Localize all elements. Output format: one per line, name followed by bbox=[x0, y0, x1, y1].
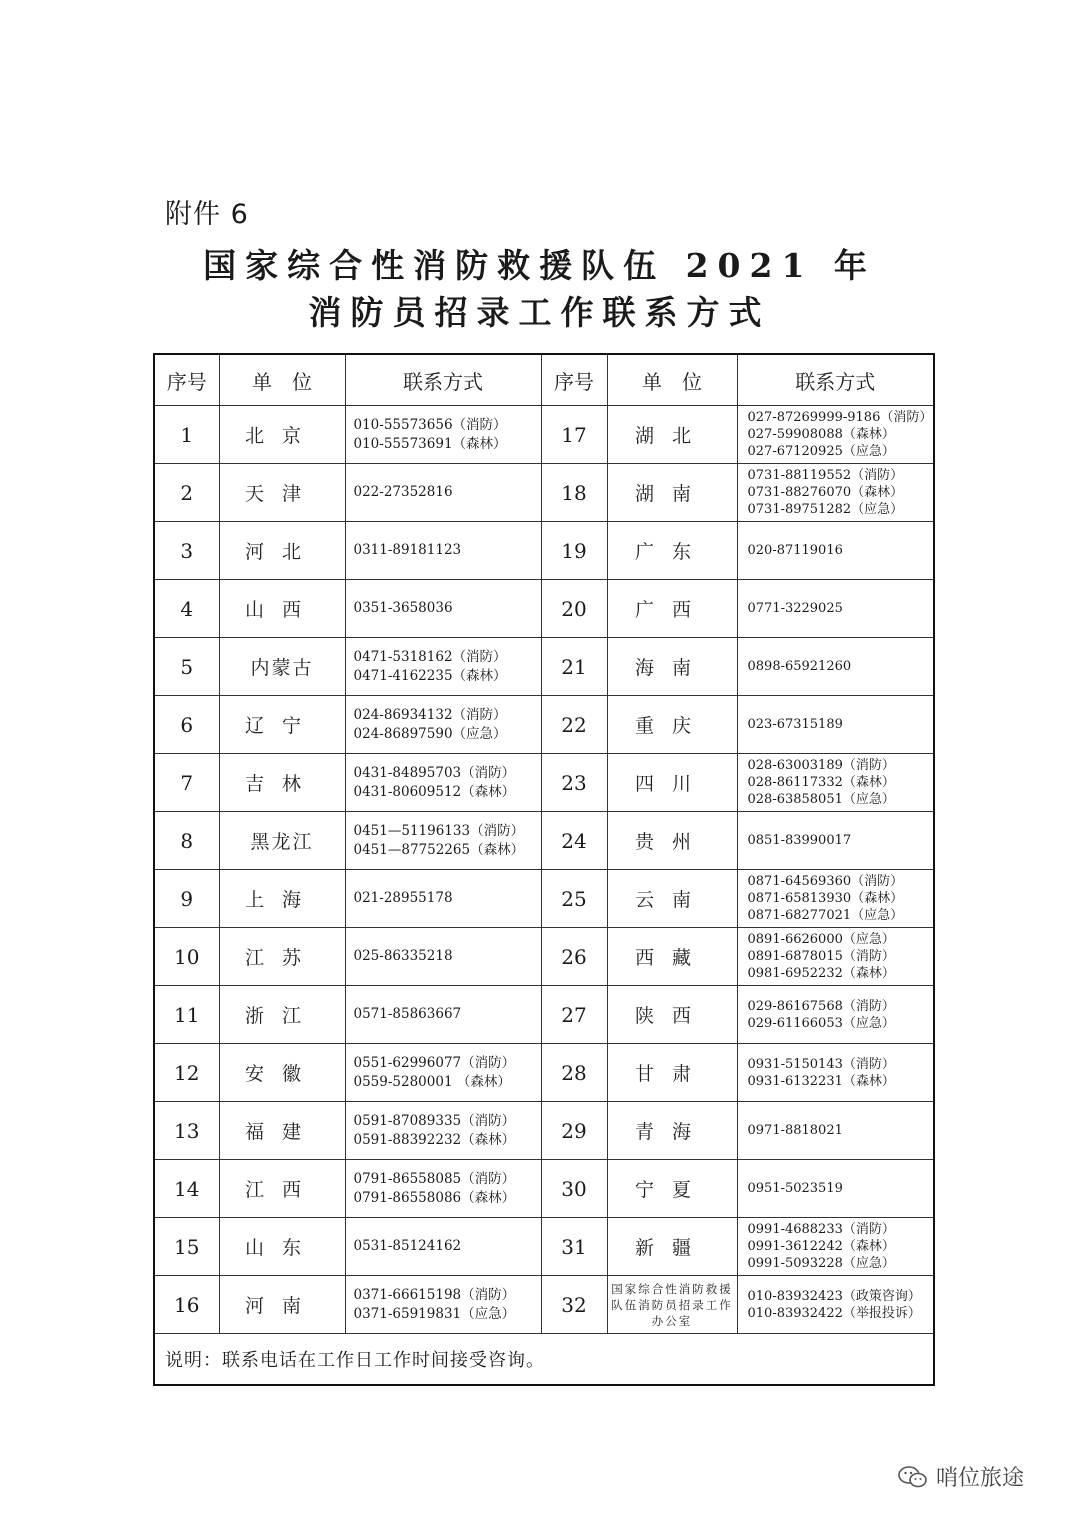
contact-cell-right bbox=[737, 1276, 934, 1334]
row-number-right: 31 bbox=[541, 1218, 607, 1276]
row-number: 4 bbox=[154, 580, 219, 638]
contact-cell-right bbox=[737, 1102, 934, 1160]
table-row bbox=[154, 522, 934, 580]
unit-name: 内蒙古 bbox=[219, 638, 345, 696]
table-row bbox=[154, 1276, 934, 1334]
contact-line: 010-55573656（消防） bbox=[353, 416, 507, 433]
row-number: 14 bbox=[154, 1160, 219, 1218]
unit-name-right: 重庆 bbox=[607, 696, 737, 754]
contact-cell-right bbox=[737, 406, 934, 464]
contact-cell bbox=[345, 1218, 541, 1276]
unit-name: 山西 bbox=[219, 580, 345, 638]
unit-name: 北京 bbox=[219, 406, 345, 464]
contact-line: 0451—87752265（森林） bbox=[353, 841, 525, 858]
document-title-line1: 国家综合性消防救援队伍 2021 年 bbox=[203, 246, 876, 285]
table-row bbox=[154, 754, 934, 812]
document-title-line2: 消防员招录工作联系方式 bbox=[308, 293, 771, 332]
contact-line: 025-86335218 bbox=[353, 948, 453, 964]
contact-cell-right bbox=[737, 1218, 934, 1276]
contact-line: 0471-5318162（消防） bbox=[353, 648, 507, 665]
contact-line: 024-86897590（应急） bbox=[353, 725, 507, 742]
contact-line: 0951-5023519 bbox=[747, 1181, 843, 1196]
unit-name: 江西 bbox=[219, 1160, 345, 1218]
row-number: 16 bbox=[154, 1276, 219, 1334]
row-number-right: 19 bbox=[541, 522, 607, 580]
contact-line: 0451—51196133（消防） bbox=[353, 822, 525, 839]
contact-cell bbox=[345, 1044, 541, 1102]
contact-line: 0731-89751282（应急） bbox=[747, 502, 904, 517]
contact-line: 029-61166053（应急） bbox=[747, 1015, 895, 1031]
unit-name-right: 甘肃 bbox=[607, 1044, 737, 1102]
row-number: 5 bbox=[154, 638, 219, 696]
contact-line: 0871-68277021（应急） bbox=[747, 908, 904, 923]
row-number: 1 bbox=[154, 406, 219, 464]
table-row bbox=[154, 464, 934, 522]
unit-name: 吉林 bbox=[219, 754, 345, 812]
contact-line: 029-86167568（消防） bbox=[747, 998, 895, 1014]
row-number: 12 bbox=[154, 1044, 219, 1102]
table-row bbox=[154, 1160, 934, 1218]
unit-name-right: 贵州 bbox=[607, 812, 737, 870]
contact-line: 0731-88119552（消防） bbox=[747, 468, 904, 483]
table-row bbox=[154, 638, 934, 696]
unit-name-right: 广东 bbox=[607, 522, 737, 580]
unit-name-right: 海南 bbox=[607, 638, 737, 696]
contact-line: 010-55573691（森林） bbox=[353, 435, 507, 452]
table-row bbox=[154, 812, 934, 870]
row-number-right: 28 bbox=[541, 1044, 607, 1102]
contact-cell-right bbox=[737, 812, 934, 870]
contact-cell-right bbox=[737, 580, 934, 638]
row-number-right: 25 bbox=[541, 870, 607, 928]
contact-line: 023-67315189 bbox=[747, 717, 843, 732]
contact-line: 010-83932422（举报投诉） bbox=[747, 1305, 921, 1321]
contact-line: 020-87119016 bbox=[747, 543, 843, 558]
row-number: 15 bbox=[154, 1218, 219, 1276]
contact-line: 0559-5280001 （森林） bbox=[353, 1073, 511, 1090]
unit-name-right: 湖北 bbox=[607, 406, 737, 464]
unit-name-right: 国家综合性消防救援队伍消防员招录工作办公室 bbox=[607, 1276, 737, 1334]
watermark bbox=[898, 1461, 1024, 1492]
contact-cell-right bbox=[737, 696, 934, 754]
contact-line: 024-86934132（消防） bbox=[353, 706, 507, 723]
row-number-right: 29 bbox=[541, 1102, 607, 1160]
contact-line: 0351-3658036 bbox=[353, 600, 453, 616]
contact-cell bbox=[345, 406, 541, 464]
row-number: 10 bbox=[154, 928, 219, 986]
table-row bbox=[154, 696, 934, 754]
contact-line: 021-28955178 bbox=[353, 890, 453, 906]
contact-line: 010-83932423（政策咨询） bbox=[747, 1288, 921, 1304]
contact-line: 0431-84895703（消防） bbox=[353, 764, 516, 781]
contact-line: 0731-88276070（森林） bbox=[747, 485, 904, 500]
contact-line: 0871-65813930（森林） bbox=[747, 891, 904, 906]
contact-line: 0311-89181123 bbox=[353, 542, 462, 558]
table-row bbox=[154, 986, 934, 1044]
header-no: 序号 bbox=[154, 354, 219, 406]
unit-name: 福建 bbox=[219, 1102, 345, 1160]
row-number: 11 bbox=[154, 986, 219, 1044]
row-number-right: 22 bbox=[541, 696, 607, 754]
table-note: 说明：联系电话在工作日工作时间接受咨询。 bbox=[154, 1334, 934, 1386]
wechat-icon bbox=[898, 1465, 928, 1489]
contact-cell bbox=[345, 870, 541, 928]
row-number: 2 bbox=[154, 464, 219, 522]
contact-line: 0791-86558085（消防） bbox=[353, 1170, 516, 1187]
unit-name: 辽宁 bbox=[219, 696, 345, 754]
contact-cell-right bbox=[737, 870, 934, 928]
unit-name-right: 西藏 bbox=[607, 928, 737, 986]
row-number-right: 18 bbox=[541, 464, 607, 522]
row-number-right: 20 bbox=[541, 580, 607, 638]
unit-name-right: 广西 bbox=[607, 580, 737, 638]
contact-line: 0971-8818021 bbox=[747, 1123, 843, 1138]
contact-line: 0991-3612242（森林） bbox=[747, 1239, 895, 1254]
unit-name: 黑龙江 bbox=[219, 812, 345, 870]
unit-name-right: 新疆 bbox=[607, 1218, 737, 1276]
row-number-right: 30 bbox=[541, 1160, 607, 1218]
contact-cell-right bbox=[737, 986, 934, 1044]
contact-table bbox=[153, 353, 935, 1386]
annex-label: 附件 6 bbox=[165, 199, 249, 230]
unit-name: 上海 bbox=[219, 870, 345, 928]
contact-line: 0591-87089335（消防） bbox=[353, 1112, 516, 1129]
contact-line: 0891-6878015（消防） bbox=[747, 949, 895, 964]
contact-cell bbox=[345, 580, 541, 638]
contact-cell-right bbox=[737, 464, 934, 522]
row-number: 9 bbox=[154, 870, 219, 928]
contact-cell bbox=[345, 754, 541, 812]
contact-line: 0551-62996077（消防） bbox=[353, 1054, 516, 1071]
table-row bbox=[154, 1044, 934, 1102]
contact-line: 0931-6132231（森林） bbox=[747, 1073, 895, 1089]
unit-name-right: 宁夏 bbox=[607, 1160, 737, 1218]
unit-name: 河南 bbox=[219, 1276, 345, 1334]
contact-line: 0591-88392232（森林） bbox=[353, 1131, 516, 1148]
contact-line: 0571-85863667 bbox=[353, 1006, 462, 1022]
contact-line: 0991-4688233（消防） bbox=[747, 1222, 895, 1237]
contact-line: 027-59908088（森林） bbox=[747, 427, 895, 442]
contact-line: 0851-83990017 bbox=[747, 833, 852, 848]
contact-cell bbox=[345, 1160, 541, 1218]
table-header-row bbox=[154, 354, 934, 406]
contact-line: 0771-3229025 bbox=[747, 601, 843, 616]
unit-name: 安徽 bbox=[219, 1044, 345, 1102]
contact-line: 0931-5150143（消防） bbox=[747, 1056, 895, 1072]
contact-cell-right bbox=[737, 928, 934, 986]
table-row bbox=[154, 928, 934, 986]
row-number-right: 17 bbox=[541, 406, 607, 464]
unit-name: 天津 bbox=[219, 464, 345, 522]
contact-line: 0471-4162235（森林） bbox=[353, 667, 507, 684]
unit-name: 山东 bbox=[219, 1218, 345, 1276]
row-number-right: 27 bbox=[541, 986, 607, 1044]
row-number: 3 bbox=[154, 522, 219, 580]
row-number: 13 bbox=[154, 1102, 219, 1160]
contact-line: 0531-85124162 bbox=[353, 1238, 462, 1254]
header-contact-right: 联系方式 bbox=[737, 354, 934, 406]
unit-name-right: 青海 bbox=[607, 1102, 737, 1160]
contact-line: 027-87269999-9186（消防） bbox=[747, 410, 933, 425]
row-number-right: 23 bbox=[541, 754, 607, 812]
header-unit-right: 单 位 bbox=[607, 354, 737, 406]
row-number-right: 21 bbox=[541, 638, 607, 696]
contact-line: 028-86117332（森林） bbox=[747, 775, 895, 790]
unit-name-right: 四川 bbox=[607, 754, 737, 812]
unit-name-right: 湖南 bbox=[607, 464, 737, 522]
contact-cell-right bbox=[737, 638, 934, 696]
unit-name: 浙江 bbox=[219, 986, 345, 1044]
contact-cell bbox=[345, 638, 541, 696]
header-no-right: 序号 bbox=[541, 354, 607, 406]
row-number: 8 bbox=[154, 812, 219, 870]
contact-line: 0898-65921260 bbox=[747, 659, 852, 674]
header-unit: 单 位 bbox=[219, 354, 345, 406]
contact-cell bbox=[345, 986, 541, 1044]
contact-line: 028-63858051（应急） bbox=[747, 792, 895, 807]
contact-cell-right bbox=[737, 1044, 934, 1102]
contact-cell-right bbox=[737, 522, 934, 580]
row-number-right: 26 bbox=[541, 928, 607, 986]
contact-cell bbox=[345, 928, 541, 986]
contact-line: 0371-65919831（应急） bbox=[353, 1305, 516, 1322]
contact-line: 0371-66615198（消防） bbox=[353, 1286, 516, 1303]
row-number-right: 32 bbox=[541, 1276, 607, 1334]
contact-cell bbox=[345, 812, 541, 870]
contact-line: 028-63003189（消防） bbox=[747, 758, 895, 773]
contact-line: 0981-6952232（森林） bbox=[747, 966, 895, 981]
table-row bbox=[154, 870, 934, 928]
contact-line: 0991-5093228（应急） bbox=[747, 1256, 895, 1271]
contact-line: 0891-6626000（应急） bbox=[747, 932, 895, 947]
contact-cell bbox=[345, 1102, 541, 1160]
row-number: 6 bbox=[154, 696, 219, 754]
unit-name: 河北 bbox=[219, 522, 345, 580]
unit-name: 江苏 bbox=[219, 928, 345, 986]
row-number-right: 24 bbox=[541, 812, 607, 870]
contact-line: 027-67120925（应急） bbox=[747, 444, 895, 459]
contact-cell-right bbox=[737, 754, 934, 812]
unit-name-right: 云南 bbox=[607, 870, 737, 928]
contact-line: 022-27352816 bbox=[353, 484, 453, 500]
table-row bbox=[154, 1218, 934, 1276]
row-number: 7 bbox=[154, 754, 219, 812]
header-contact: 联系方式 bbox=[345, 354, 541, 406]
contact-cell bbox=[345, 464, 541, 522]
contact-line: 0431-80609512（森林） bbox=[353, 783, 516, 800]
watermark-text: 哨位旅途 bbox=[936, 1466, 1025, 1491]
unit-name-right: 陕西 bbox=[607, 986, 737, 1044]
table-row bbox=[154, 406, 934, 464]
contact-cell bbox=[345, 522, 541, 580]
table-row bbox=[154, 1102, 934, 1160]
contact-cell bbox=[345, 696, 541, 754]
table-row bbox=[154, 580, 934, 638]
contact-cell bbox=[345, 1276, 541, 1334]
contact-line: 0791-86558086（森林） bbox=[353, 1189, 516, 1206]
contact-cell-right bbox=[737, 1160, 934, 1218]
contact-line: 0871-64569360（消防） bbox=[747, 874, 904, 889]
